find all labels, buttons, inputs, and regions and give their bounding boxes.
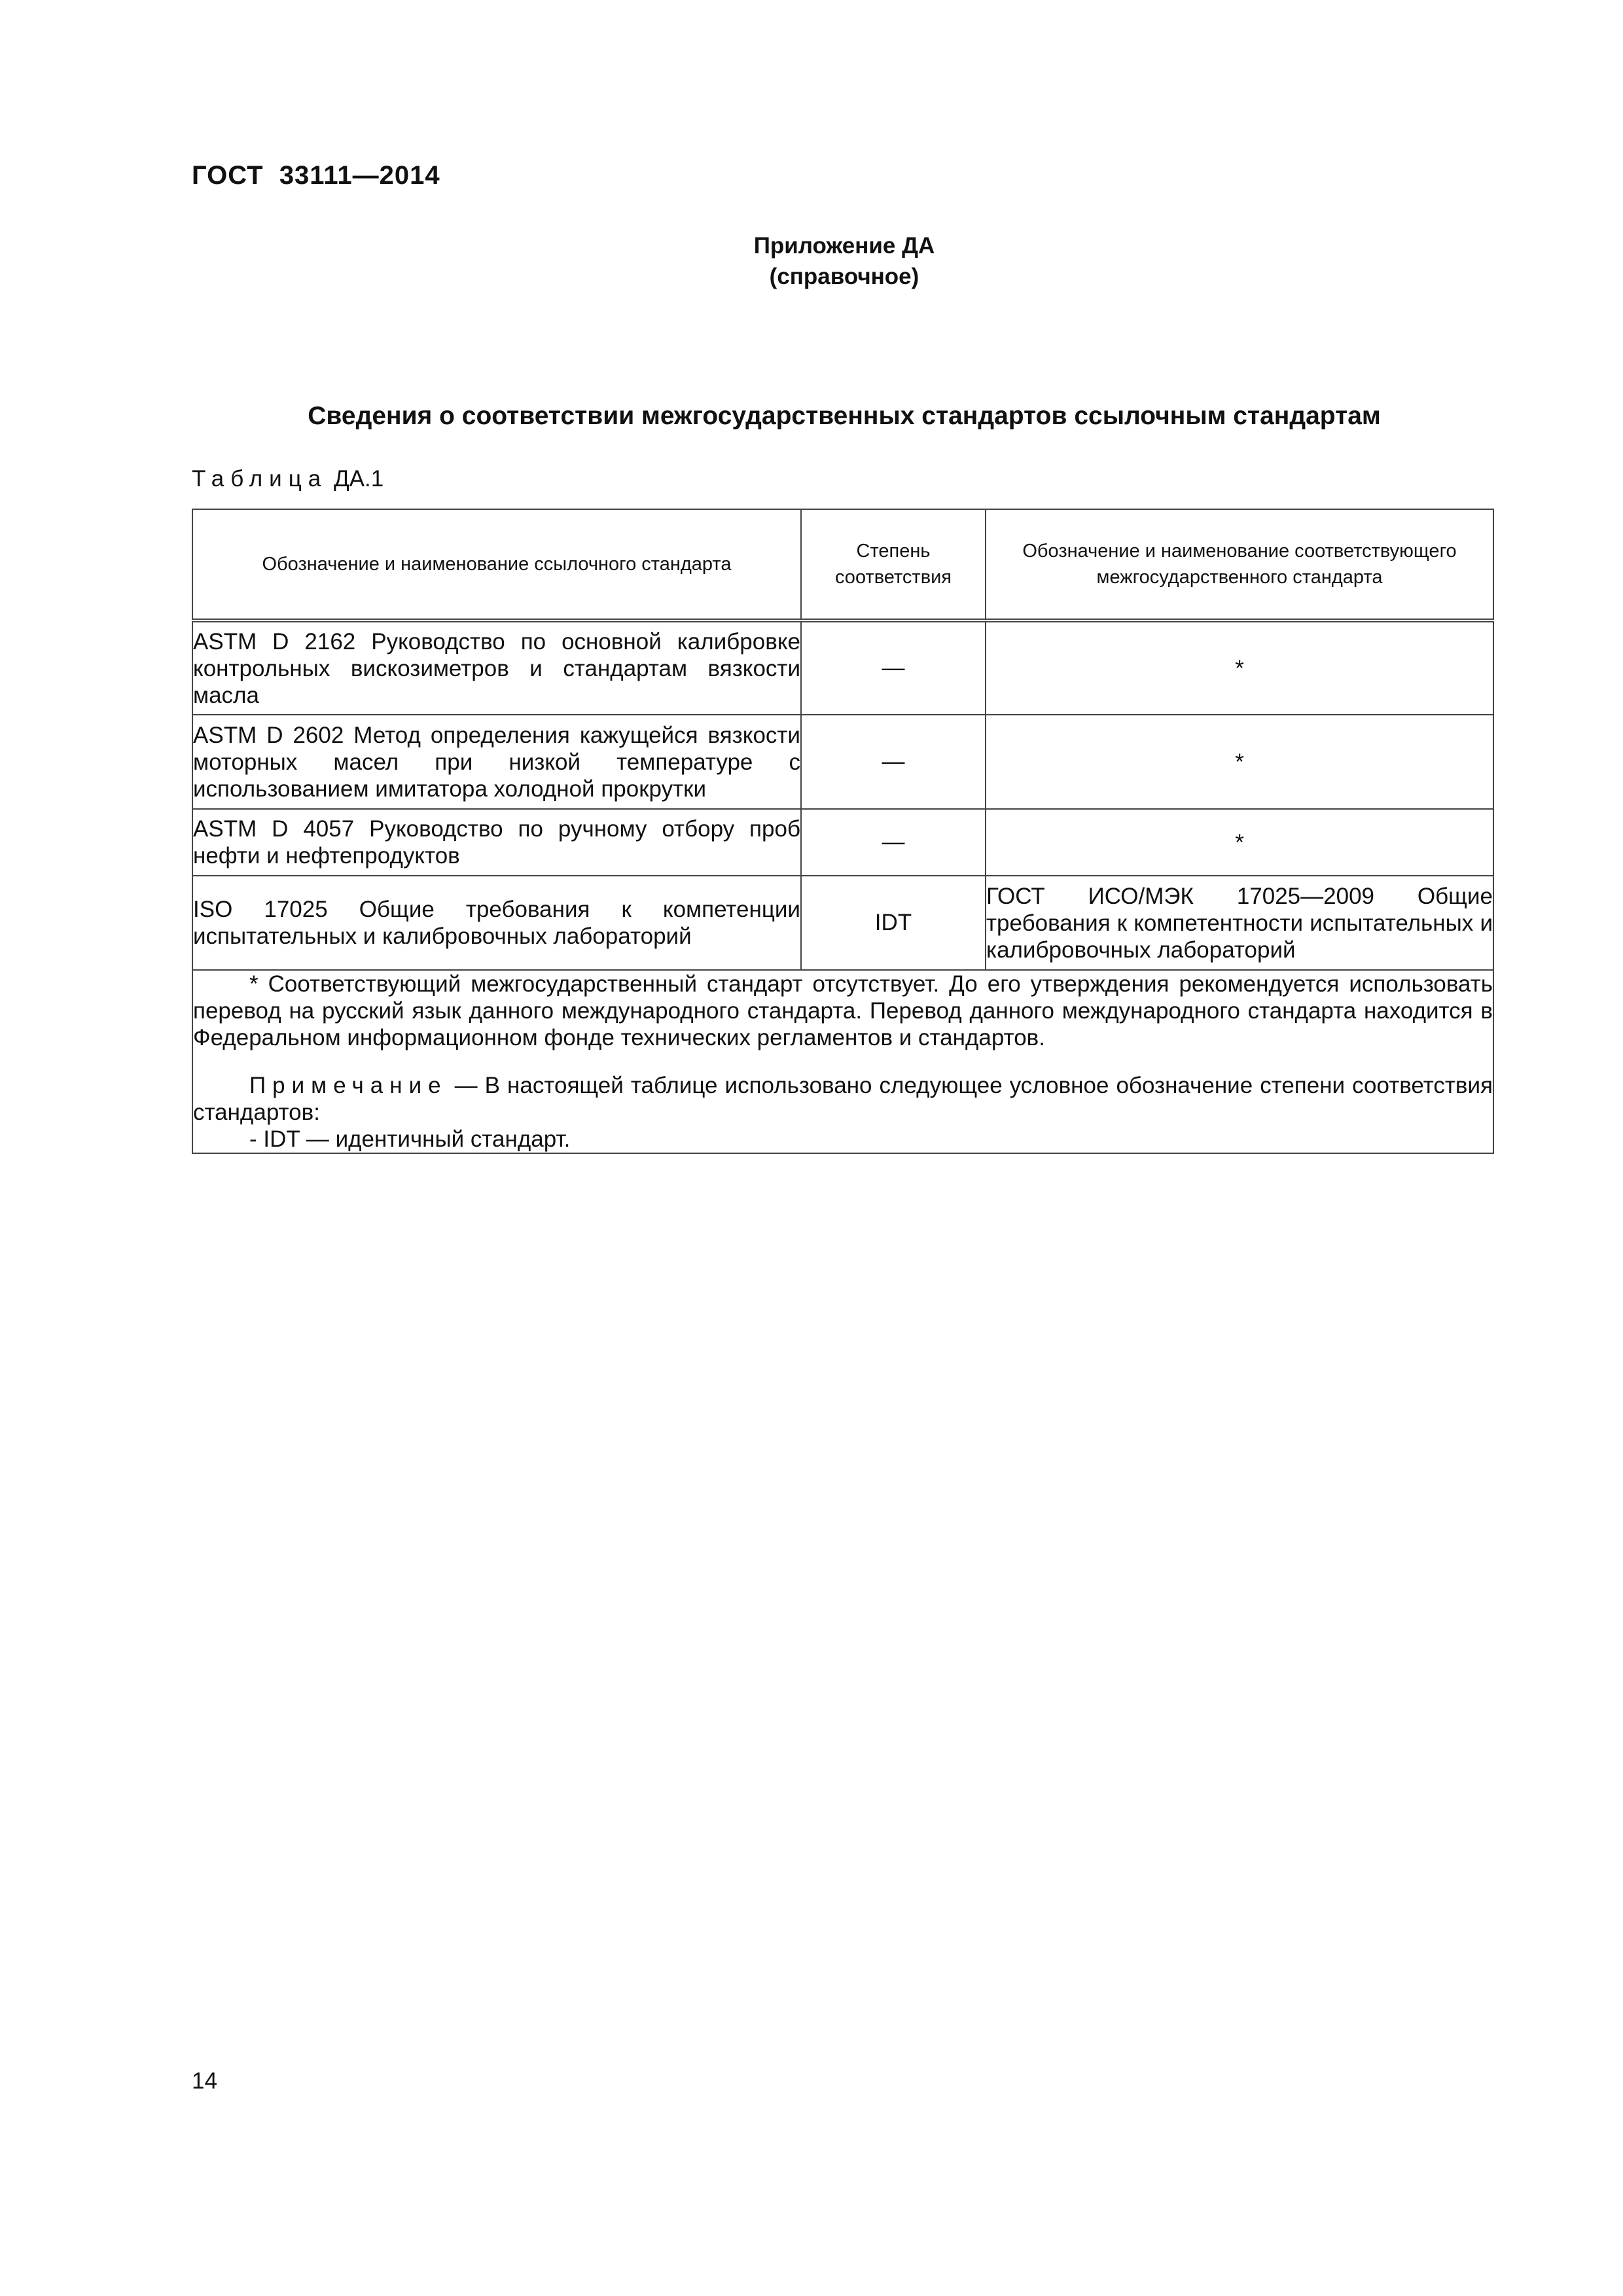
section-title: Сведения о соответствии межгосударственных стандартов ссылочным стандартам: [308, 402, 1381, 430]
corresponding-cell: ГОСТ ИСО/МЭК 17025—2009 Общие требования к компетентности испытательных и калибровочных лабораторий: [986, 876, 1493, 970]
table-footnote-cell: [192, 970, 1493, 1153]
page-number: 14: [192, 2068, 217, 2094]
reference-cell: ASTM D 2162 Руководство по основной калибровке контрольных вискозиметров и стандартам вязкости масла: [192, 620, 801, 715]
note-list-item: - IDT — идентичный стандарт.: [249, 1126, 571, 1152]
table-caption: [192, 466, 383, 492]
table-footnote: * Соответствующий межгосударственный стандарт отсутствует. До его утверждения рекомендуется использовать перевод на русский язык данного международного стандарта. Перевод данного международного стандарта находится в Федеральном информационном фонде технических регламентов и стандартов.: [193, 971, 1493, 1050]
appendix-subtitle: (справочное): [769, 264, 919, 289]
table-row: [192, 715, 1493, 809]
note-text: — В настоящей таблице использовано следующее условное обозначение степени соответствия стандартов:: [193, 1073, 1493, 1125]
appendix-title: Приложение ДА: [753, 233, 935, 259]
table-footer-row: [192, 970, 1493, 1153]
note-label: Примечание: [249, 1073, 448, 1098]
table-row: [192, 620, 1493, 715]
document-code: ГОСТ 33111—2014: [192, 161, 440, 190]
table-row: [192, 876, 1493, 970]
header-corresponding-standard: Обозначение и наименование соответствующего межгосударственного стандарта: [986, 509, 1493, 620]
table-note: [193, 1072, 1493, 1126]
table-caption-number: ДА.1: [333, 466, 384, 492]
degree-cell: —: [801, 620, 986, 715]
degree-cell: —: [801, 809, 986, 876]
reference-table-container: [192, 509, 1493, 1154]
table-row: [192, 809, 1493, 876]
reference-table: [192, 509, 1494, 1154]
reference-cell: ISO 17025 Общие требования к компетенции испытательных и калибровочных лабораторий: [192, 876, 801, 970]
corresponding-cell: *: [986, 809, 1493, 876]
degree-cell: IDT: [801, 876, 986, 970]
header-reference-standard: Обозначение и наименование ссылочного стандарта: [192, 509, 801, 620]
header-degree-of-conformity: Степень соответствия: [801, 509, 986, 620]
reference-cell: ASTM D 2602 Метод определения кажущейся вязкости моторных масел при низкой температуре с использованием имитатора холодной прокрутки: [192, 715, 801, 809]
corresponding-cell: *: [986, 715, 1493, 809]
degree-cell: —: [801, 715, 986, 809]
appendix-heading: [0, 230, 1623, 292]
corresponding-cell: *: [986, 620, 1493, 715]
table-header-row: [192, 509, 1493, 620]
reference-cell: ASTM D 4057 Руководство по ручному отбору проб нефти и нефтепродуктов: [192, 809, 801, 876]
table-caption-label: Таблица: [192, 466, 328, 492]
